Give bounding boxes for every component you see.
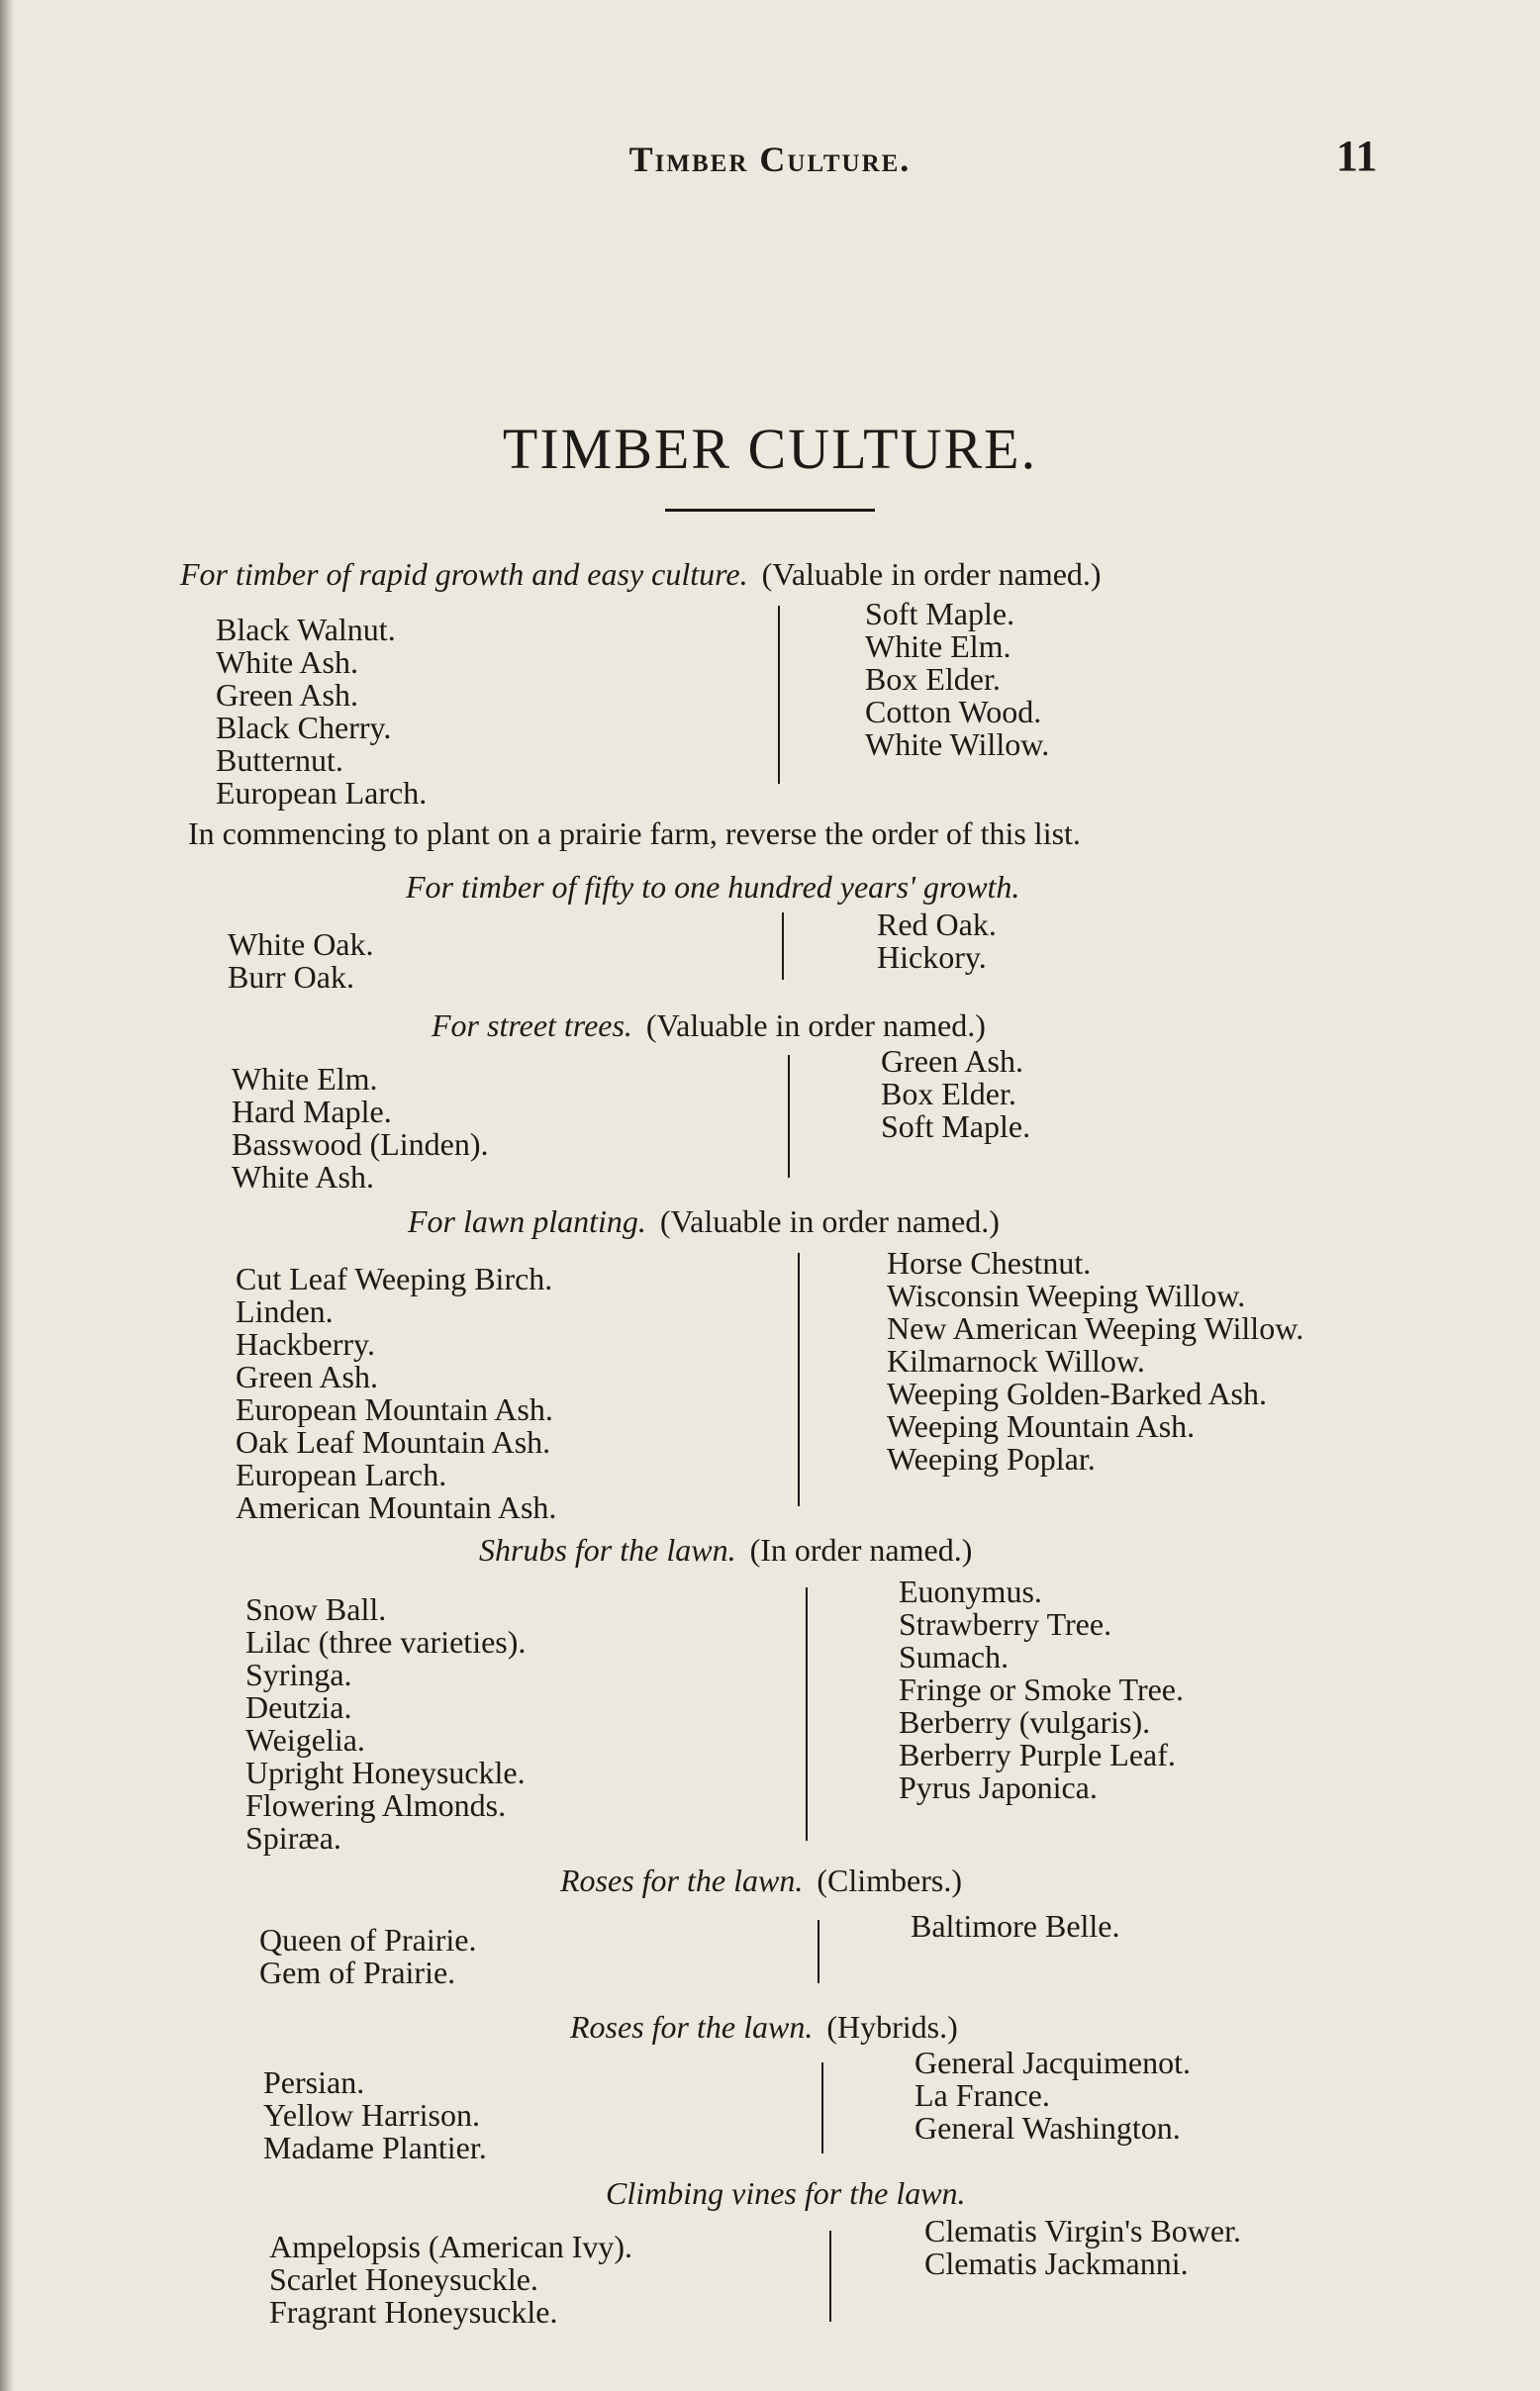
list-item: Strawberry Tree. [899,1606,1112,1642]
list-item: Cotton Wood. [865,694,1042,729]
list-item: Sumach. [899,1639,1010,1674]
section-heading: For street trees. (Valuable in order named.) [432,1007,986,1043]
list-item: Upright Honeysuckle. [245,1755,526,1790]
list-item: Cut Leaf Weeping Birch. [236,1261,553,1296]
list-item: Fringe or Smoke Tree. [899,1672,1184,1707]
list-item: White Oak. [228,926,374,962]
section-heading: For lawn planting. (Valuable in order named.) [408,1203,1000,1239]
list-item: Snow Ball. [245,1591,387,1627]
list-item: White Ash. [232,1159,374,1195]
list-item: Linden. [236,1293,334,1329]
list-item: Lilac (three varieties). [245,1624,527,1660]
right-column [911,1910,1120,1943]
list-item: Box Elder. [865,661,1001,697]
right-column [887,1247,1303,1476]
list-item: Pyrus Japonica. [899,1769,1098,1805]
section-heading: Shrubs for the lawn. (In order named.) [479,1532,973,1568]
list-item: Green Ash. [216,677,358,713]
title-rule [665,509,875,512]
list-item: Hard Maple. [232,1094,392,1129]
list-item: Persian. [263,2064,365,2100]
page-number: 11 [1336,132,1378,180]
list-item: Horse Chestnut. [887,1245,1092,1281]
list-item: Basswood (Linden). [232,1126,489,1162]
list-item: Burr Oak. [228,959,354,995]
left-column [228,928,374,994]
list-item: Madame Plantier. [263,2130,487,2165]
left-column [269,2231,632,2329]
list-item: Fragrant Honeysuckle. [269,2294,558,2330]
list-item: Kilmarnock Willow. [887,1343,1145,1379]
list-item: Scarlet Honeysuckle. [269,2261,538,2297]
left-column [245,1593,526,1855]
list-item: Butternut. [216,742,343,778]
list-item: Gem of Prairie. [259,1955,456,1990]
list-item: Black Cherry. [216,710,392,745]
list-item: Spiræa. [245,1820,341,1856]
section-heading: Roses for the lawn. (Hybrids.) [570,2009,958,2045]
right-column [914,2047,1191,2145]
section-heading: Roses for the lawn. (Climbers.) [560,1863,962,1898]
section-heading: Climbing vines for the lawn. [606,2175,966,2211]
left-column [216,614,427,810]
list-item: Hickory. [877,939,987,975]
list-item: Weeping Poplar. [887,1441,1096,1477]
running-title: Timber Culture. [628,140,912,179]
list-item: Yellow Harrison. [263,2097,480,2133]
list-item: Wisconsin Weeping Willow. [887,1278,1246,1313]
column-divider [818,1920,819,1983]
left-column [259,1924,476,1989]
list-item: Queen of Prairie. [259,1922,477,1958]
right-column [899,1576,1184,1804]
list-item: White Elm. [232,1061,378,1097]
list-item: American Mountain Ash. [236,1489,557,1525]
list-item: Black Walnut. [216,612,396,647]
right-column [924,2215,1241,2280]
list-item: European Larch. [236,1457,447,1492]
list-item: Euonymus. [899,1574,1042,1609]
list-item: Hackberry. [236,1326,375,1362]
list-item: Weeping Golden-Barked Ash. [887,1376,1267,1411]
list-item: White Elm. [865,628,1011,664]
section-heading: For timber of rapid growth and easy culture. (Valuable in order named.) [180,556,1102,592]
list-item: General Washington. [914,2110,1181,2146]
list-item: Clematis Jackmanni. [924,2246,1189,2281]
list-item: General Jacquimenot. [914,2045,1191,2080]
left-column [236,1263,556,1524]
list-item: New American Weeping Willow. [887,1310,1304,1346]
prairie-advice: In commencing to plant on a prairie farm, reverse the order of this list. [188,815,1081,851]
column-divider [788,1055,790,1178]
column-divider [782,912,784,980]
list-item: Berberry Purple Leaf. [899,1737,1176,1772]
column-divider [778,606,780,784]
column-divider [829,2231,831,2322]
right-column [865,598,1049,761]
list-item: Clematis Virgin's Bower. [924,2213,1241,2248]
column-divider [798,1253,800,1506]
list-item: Red Oak. [877,907,997,942]
list-item: Soft Maple. [865,596,1015,631]
column-divider [806,1587,808,1841]
list-item: Berberry (vulgaris). [899,1704,1151,1740]
list-item: Green Ash. [236,1359,378,1394]
list-item: European Larch. [216,775,428,811]
list-item: White Ash. [216,644,358,680]
list-item: Deutzia. [245,1689,352,1725]
list-item: Ampelopsis (American Ivy). [269,2229,633,2264]
list-item: Flowering Almonds. [245,1787,507,1823]
list-item: European Mountain Ash. [236,1391,553,1427]
column-divider [821,2062,823,2153]
list-item: La France. [914,2077,1050,2113]
list-item: Green Ash. [881,1043,1023,1079]
page-title: TIMBER CULTURE. [502,417,1038,481]
right-column [877,909,997,974]
list-item: Weigelia. [245,1722,365,1758]
list-item: Soft Maple. [881,1108,1031,1144]
list-item: Baltimore Belle. [911,1908,1120,1944]
list-item: White Willow. [865,726,1050,762]
list-item: Weeping Mountain Ash. [887,1408,1196,1444]
page-edge [0,0,14,2391]
section-heading: For timber of fifty to one hundred years' growth. [406,869,1020,905]
list-item: Oak Leaf Mountain Ash. [236,1424,551,1460]
list-item: Syringa. [245,1657,352,1692]
left-column [263,2066,487,2164]
right-column [881,1045,1030,1143]
left-column [232,1063,489,1194]
list-item: Box Elder. [881,1076,1016,1111]
